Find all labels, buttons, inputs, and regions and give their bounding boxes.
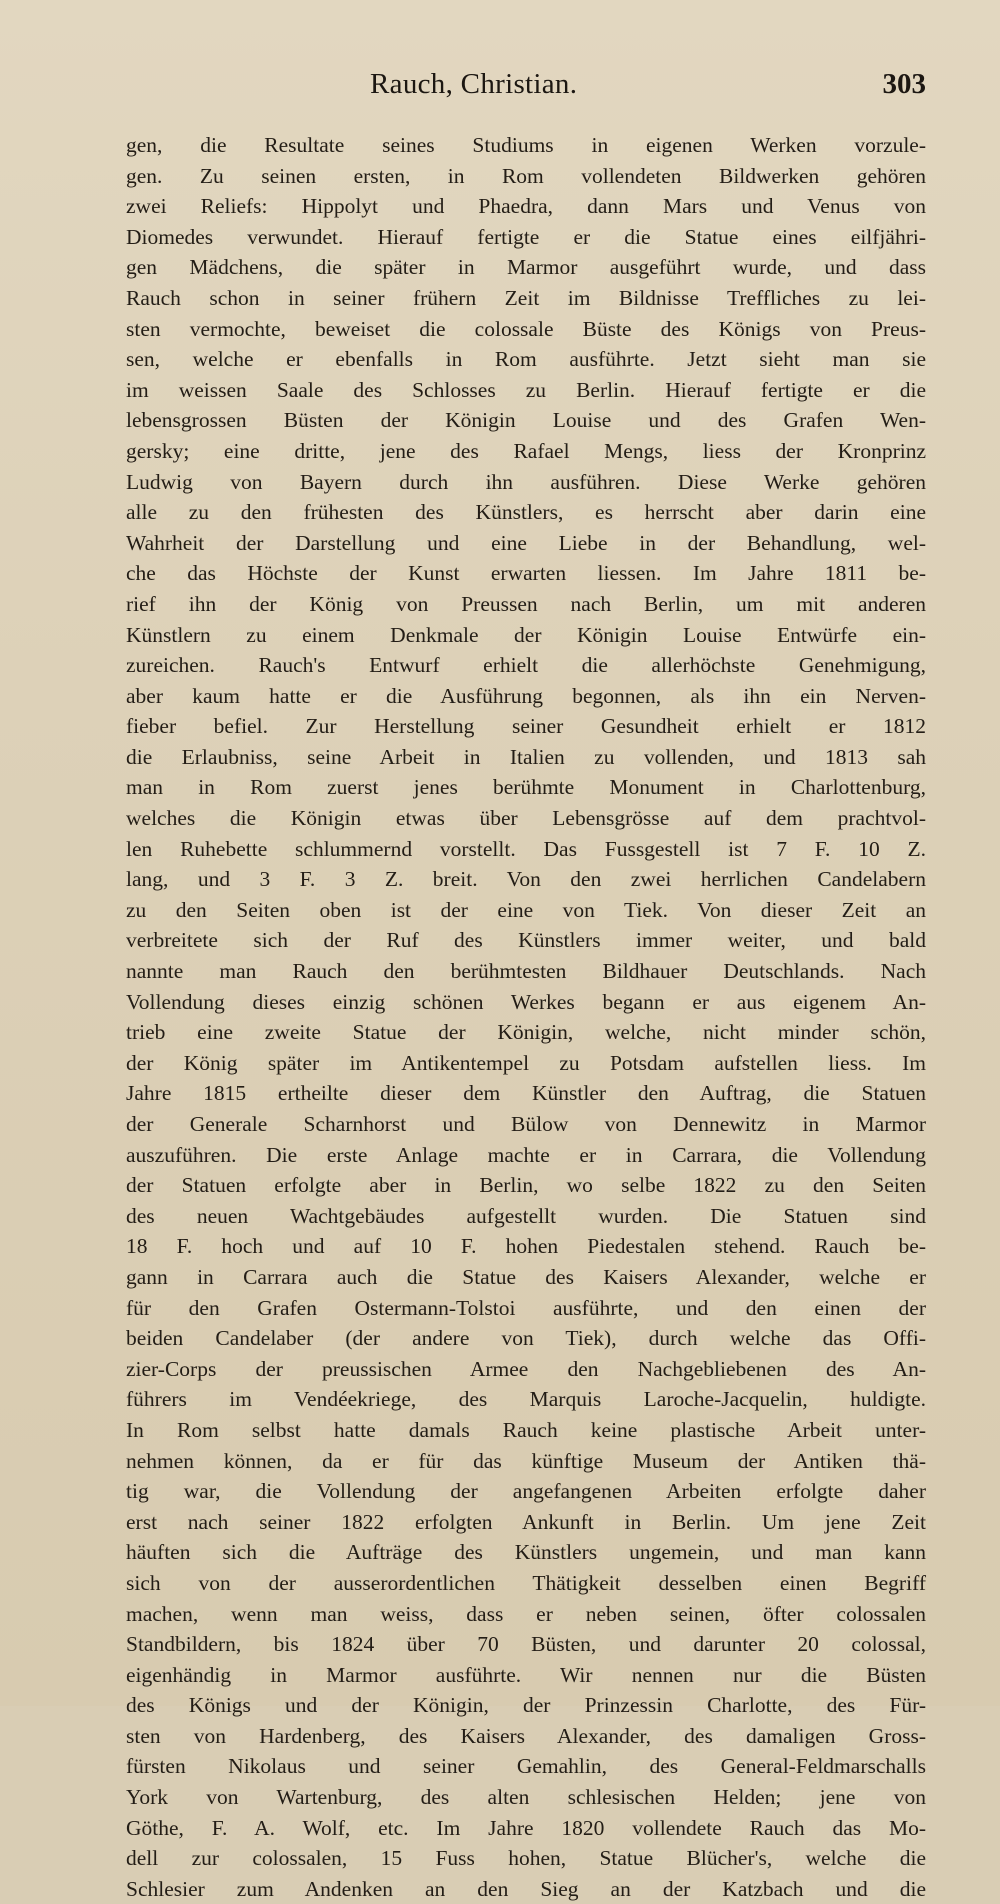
text-line: des neuen Wachtgebäudes aufgestellt wurden. Die Statuen sind	[126, 1203, 926, 1228]
text-line: machen, wenn man weiss, dass er neben seinen, öfter colossalen	[126, 1601, 926, 1626]
text-line: Göthe, F. A. Wolf, etc. Im Jahre 1820 vollendete Rauch das Mo-	[126, 1815, 926, 1840]
text-line: gen, die Resultate seines Studiums in eigenen Werken vorzule-	[126, 133, 926, 157]
text-line: aber kaum hatte er die Ausführung begonnen, als ihn ein Nerven-	[126, 683, 926, 708]
page-number: 303	[882, 68, 926, 100]
text-line: beiden Candelaber (der andere von Tiek), durch welche das Offi-	[126, 1326, 926, 1351]
text-line: sen, welche er ebenfalls in Rom ausführte. Jetzt sieht man sie	[126, 347, 926, 372]
text-line: Jahre 1815 ertheilte dieser dem Künstler den Auftrag, die Statuen	[126, 1081, 926, 1106]
text-line: lebensgrossen Büsten der Königin Louise und des Grafen Wen-	[126, 408, 926, 433]
text-line: der König später im Antikentempel zu Potsdam aufstellen liess. Im	[126, 1050, 926, 1075]
text-line: lang, und 3 F. 3 Z. breit. Von den zwei herrlichen Candelabern	[126, 867, 926, 892]
text-line: rief ihn der König von Preussen nach Berlin, um mit anderen	[126, 591, 926, 616]
text-line: Wahrheit der Darstellung und eine Liebe in der Behandlung, wel-	[126, 530, 926, 555]
text-line: gersky; eine dritte, jene des Rafael Mengs, liess der Kronprinz	[126, 438, 926, 463]
text-line: zier-Corps der preussischen Armee den Nachgebliebenen des An-	[126, 1356, 926, 1381]
text-line: im weissen Saale des Schlosses zu Berlin. Hierauf fertigte er die	[126, 377, 926, 402]
text-line: zwei Reliefs: Hippolyt und Phaedra, dann Mars und Venus von	[126, 194, 926, 219]
text-line: gann in Carrara auch die Statue des Kaisers Alexander, welche er	[126, 1264, 926, 1289]
text-line: eigenhändig in Marmor ausführte. Wir nennen nur die Büsten	[126, 1662, 926, 1687]
text-line: Vollendung dieses einzig schönen Werkes begann er aus eigenem An-	[126, 989, 926, 1014]
text-line: alle zu den frühesten des Künstlers, es herrscht aber darin eine	[126, 500, 926, 525]
text-line: des Königs und der Königin, der Prinzessin Charlotte, des Für-	[126, 1693, 926, 1718]
text-line: die Erlaubniss, seine Arbeit in Italien zu vollenden, und 1813 sah	[126, 744, 926, 769]
text-line: Ludwig von Bayern durch ihn ausführen. Diese Werke gehören	[126, 469, 926, 494]
body-text	[126, 130, 926, 1904]
text-line: verbreitete sich der Ruf des Künstlers immer weiter, und bald	[126, 928, 926, 953]
text-line: führers im Vendéekriege, des Marquis Laroche-Jacquelin, huldigte.	[126, 1387, 926, 1412]
text-line: zu den Seiten oben ist der eine von Tiek. Von dieser Zeit an	[126, 897, 926, 922]
text-line: trieb eine zweite Statue der Königin, welche, nicht minder schön,	[126, 1020, 926, 1045]
text-line: erst nach seiner 1822 erfolgten Ankunft in Berlin. Um jene Zeit	[126, 1509, 926, 1534]
text-line: sten von Hardenberg, des Kaisers Alexander, des damaligen Gross-	[126, 1723, 926, 1748]
text-line: nannte man Rauch den berühmtesten Bildhauer Deutschlands. Nach	[126, 959, 926, 984]
text-line: len Ruhebette schlummernd vorstellt. Das Fussgestell ist 7 F. 10 Z.	[126, 836, 926, 861]
running-title: Rauch, Christian.	[370, 68, 578, 100]
text-line: gen Mädchens, die später in Marmor ausgeführt wurde, und dass	[126, 255, 926, 280]
text-line: tig war, die Vollendung der angefangenen Arbeiten erfolgte daher	[126, 1479, 926, 1504]
text-line: für den Grafen Ostermann-Tolstoi ausführte, und den einen der	[126, 1295, 926, 1320]
text-line: nehmen können, da er für das künftige Museum der Antiken thä-	[126, 1448, 926, 1473]
page-header	[120, 68, 926, 108]
text-line: Standbildern, bis 1824 über 70 Büsten, und darunter 20 colossal,	[126, 1632, 926, 1657]
text-line: gen. Zu seinen ersten, in Rom vollendeten Bildwerken gehören	[126, 163, 926, 188]
text-line: auszuführen. Die erste Anlage machte er in Carrara, die Vollendung	[126, 1142, 926, 1167]
text-line: welches die Königin etwas über Lebensgrösse auf dem prachtvol-	[126, 806, 926, 831]
text-line: fürsten Nikolaus und seiner Gemahlin, des General-Feldmarschalls	[126, 1754, 926, 1779]
text-line: Schlesier zum Andenken an den Sieg an der Katzbach und die	[126, 1876, 926, 1901]
text-line: fieber befiel. Zur Herstellung seiner Gesundheit erhielt er 1812	[126, 714, 926, 739]
text-line: Rauch schon in seiner frühern Zeit im Bildnisse Treffliches zu lei-	[126, 285, 926, 310]
text-line: In Rom selbst hatte damals Rauch keine plastische Arbeit unter-	[126, 1417, 926, 1442]
text-line: Künstlern zu einem Denkmale der Königin Louise Entwürfe ein-	[126, 622, 926, 647]
text-line: 18 F. hoch und auf 10 F. hohen Piedestalen stehend. Rauch be-	[126, 1234, 926, 1259]
text-line: der Statuen erfolgte aber in Berlin, wo selbe 1822 zu den Seiten	[126, 1173, 926, 1198]
text-line: man in Rom zuerst jenes berühmte Monument in Charlottenburg,	[126, 775, 926, 800]
text-line: sten vermochte, beweiset die colossale Büste des Königs von Preus-	[126, 316, 926, 341]
text-line: York von Wartenburg, des alten schlesischen Helden; jene von	[126, 1785, 926, 1810]
text-line: sich von der ausserordentlichen Thätigkeit desselben einen Begriff	[126, 1570, 926, 1595]
text-line: dell zur colossalen, 15 Fuss hohen, Statue Blücher's, welche die	[126, 1846, 926, 1871]
text-line: der Generale Scharnhorst und Bülow von Dennewitz in Marmor	[126, 1112, 926, 1136]
text-line: Diomedes verwundet. Hierauf fertigte er die Statue eines eilfjähri-	[126, 224, 926, 249]
text-line: zureichen. Rauch's Entwurf erhielt die allerhöchste Genehmigung,	[126, 653, 926, 678]
text-line: che das Höchste der Kunst erwarten liessen. Im Jahre 1811 be-	[126, 561, 926, 586]
text-line: häuften sich die Aufträge des Künstlers ungemein, und man kann	[126, 1540, 926, 1565]
